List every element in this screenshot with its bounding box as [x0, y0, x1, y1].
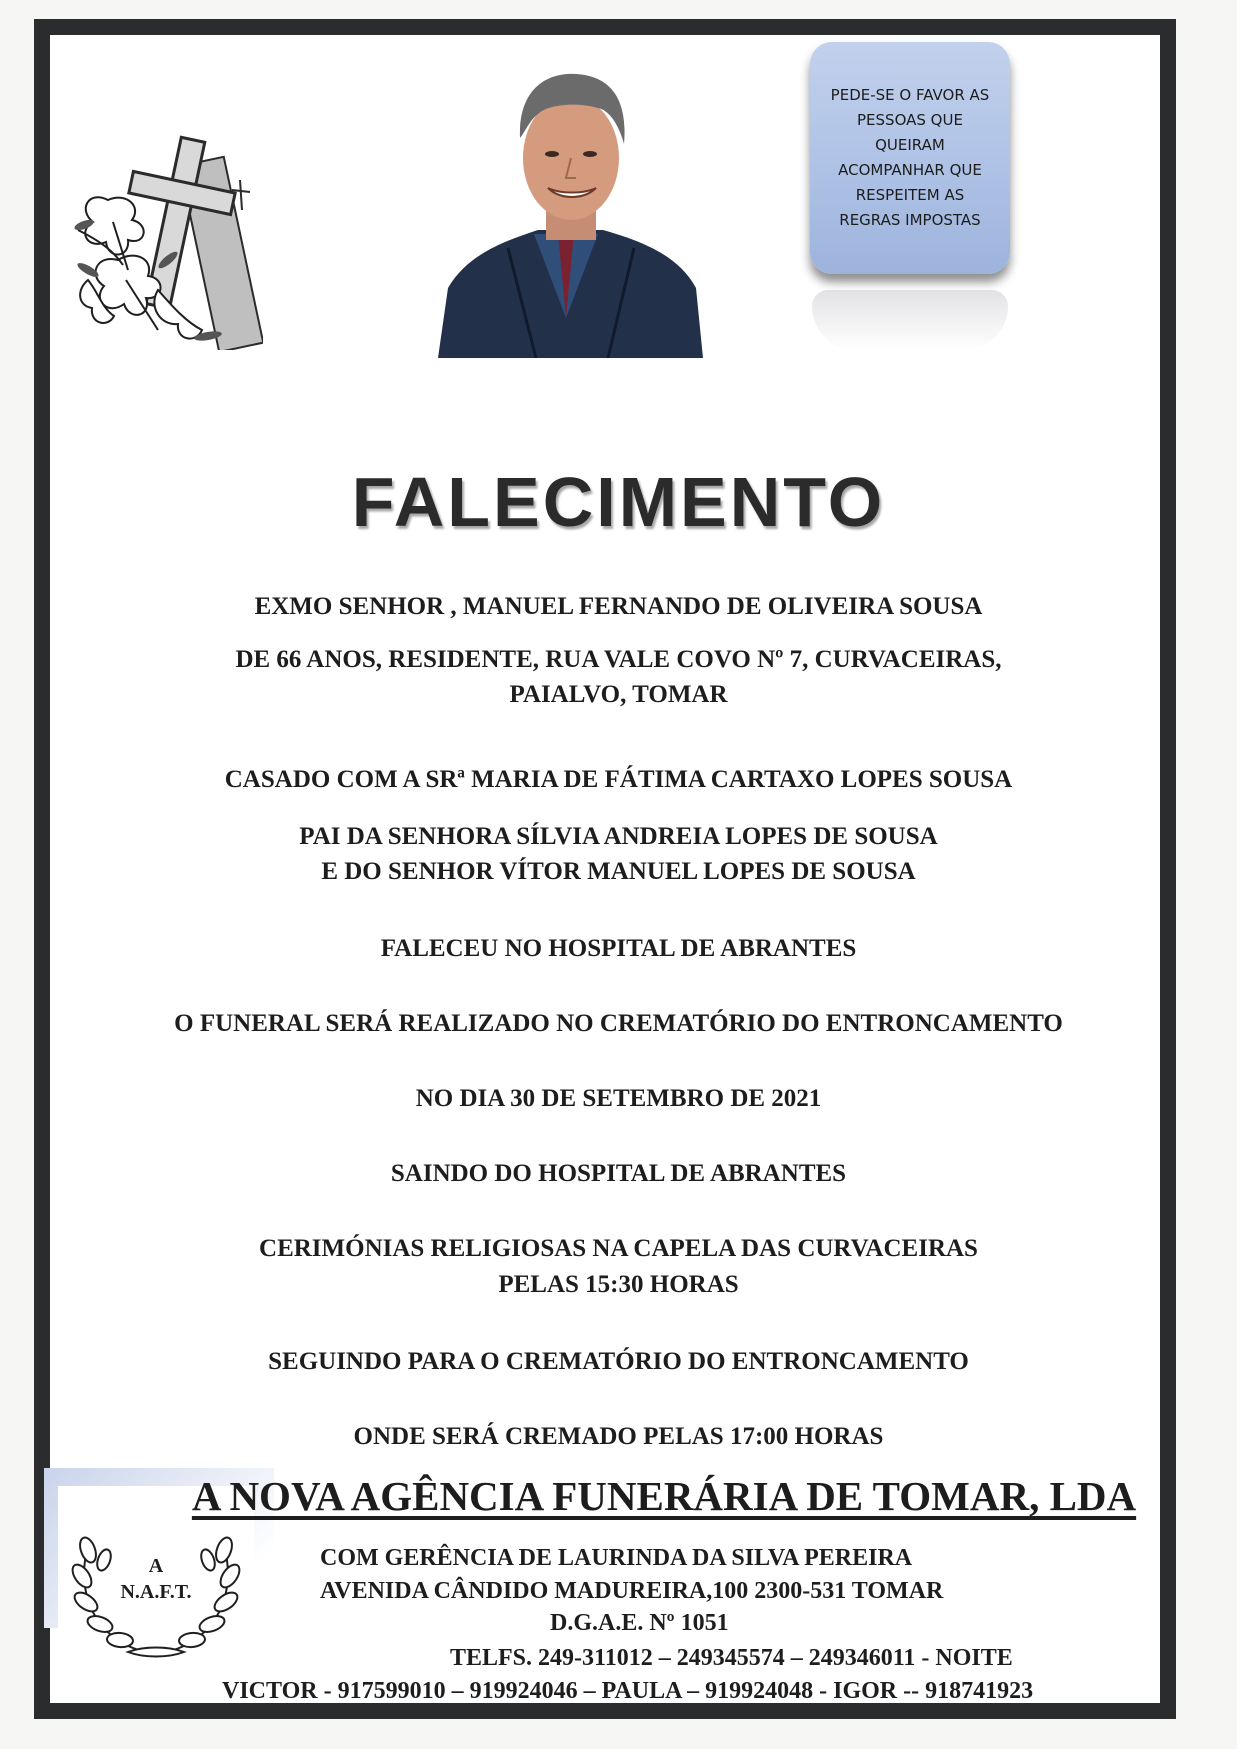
agency-management: COM GERÊNCIA DE LAURINDA DA SILVA PEREIRA	[320, 1545, 913, 1571]
notice-reflection	[812, 290, 1008, 350]
deceased-name-line: EXMO SENHOR , MANUEL FERNANDO DE OLIVEIRA SOUSA	[254, 593, 983, 620]
notice-box	[810, 42, 1010, 274]
spouse-line: CASADO COM A SRª MARIA DE FÁTIMA CARTAXO LOPES SOUSA	[224, 766, 1013, 793]
cremation-line: ONDE SERÁ CREMADO PELAS 17:00 HORAS	[353, 1423, 884, 1450]
ceremony-time-line: PELAS 15:30 HORAS	[498, 1271, 739, 1298]
cross-with-lilies-icon	[68, 130, 263, 350]
children-line: PAI DA SENHORA SÍLVIA ANDREIA LOPES DE SOUSA	[299, 823, 938, 850]
agency-address: AVENIDA CÂNDIDO MADUREIRA,100 2300-531 TOMAR	[320, 1578, 944, 1604]
ceremony-line: CERIMÓNIAS RELIGIOSAS NA CAPELA DAS CURVACEIRAS	[259, 1235, 978, 1262]
departure-line: SAINDO DO HOSPITAL DE ABRANTES	[390, 1160, 847, 1187]
funeral-line: O FUNERAL SERÁ REALIZADO NO CREMATÓRIO DO ENTRONCAMENTO	[174, 1010, 1063, 1037]
agency-phones: TELFS. 249-311012 – 249345574 – 249346011 - NOITE	[450, 1645, 1013, 1671]
page-title: FALECIMENTO	[351, 463, 886, 541]
notice-line: REGRAS IMPOSTAS	[839, 211, 981, 229]
agency-license: D.G.A.E. Nº 1051	[550, 1610, 729, 1636]
death-place-line: FALECEU NO HOSPITAL DE ABRANTES	[380, 935, 857, 962]
children-line-2: E DO SENHOR VÍTOR MANUEL LOPES DE SOUSA	[321, 858, 916, 885]
residence-line-2: PAIALVO, TOMAR	[509, 681, 728, 708]
notice-line: RESPEITEM AS	[855, 186, 965, 204]
notice-text	[821, 83, 1000, 233]
portrait-photo	[438, 58, 703, 358]
residence-line: DE 66 ANOS, RESIDENTE, RUA VALE COVO Nº 7, CURVACEIRAS,	[235, 646, 1002, 673]
notice-line: QUEIRAM	[875, 136, 945, 154]
date-line: NO DIA 30 DE SETEMBRO DE 2021	[415, 1085, 822, 1112]
agency-name: A NOVA AGÊNCIA FUNERÁRIA DE TOMAR, LDA	[191, 1473, 1137, 1519]
following-line: SEGUINDO PARA O CREMATÓRIO DO ENTRONCAMENTO	[268, 1348, 969, 1375]
notice-line: PESSOAS QUE	[857, 111, 963, 129]
agency-night-contacts: VICTOR - 917599010 – 919924046 – PAULA – 919924048 - IGOR -- 918741923	[222, 1678, 1034, 1704]
notice-line: ACOMPANHAR QUE	[838, 161, 982, 179]
logo-text: N.A.F.T.	[120, 1581, 192, 1603]
notice-line: PEDE-SE O FAVOR AS	[830, 86, 990, 104]
logo-letter: A	[148, 1555, 164, 1577]
